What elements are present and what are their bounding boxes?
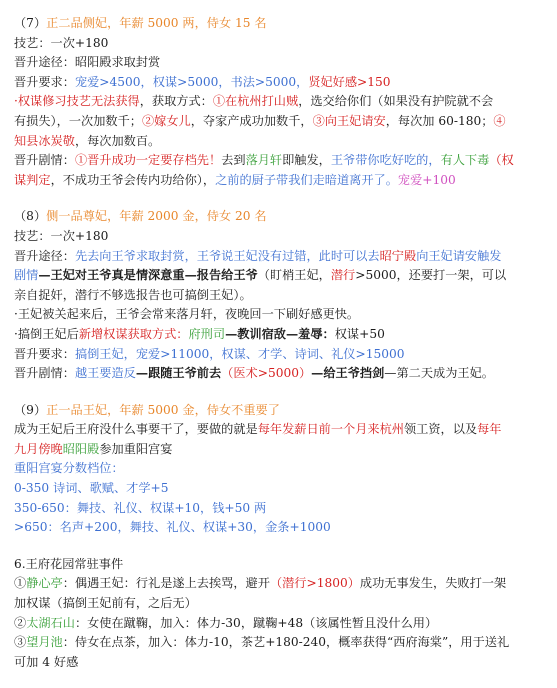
feast-tier-3: >650：名声+200，舞技、礼仪、权谋+30，金条+1000 bbox=[14, 520, 331, 535]
section-8-skill: 技艺：一次+180 bbox=[14, 228, 109, 243]
garden-event-2: ②太湖石山：女使在蹴鞠，加入：体力-30，蹴鞠+48（该属性暂且没什么用） bbox=[14, 615, 438, 630]
section-8-path-line-1: 晋升途径：先去向王爷求取封赏，王爷说王妃没有过错，此时可以去昭宁殿向王妃请安触发 bbox=[14, 248, 502, 263]
feast-tier-1: 0-350 诗词、歌赋、才学+5 bbox=[14, 481, 169, 496]
feast-tier-2: 350-650：舞技、礼仪、权谋+10，钱+50 两 bbox=[14, 500, 267, 515]
section-8-plot: 晋升剧情：越王要造反—跟随王爷前去（医术>5000）—给王爷挡剑—第二天成为王妃。 bbox=[14, 366, 494, 381]
garden-event-1-cont: 加权谋（搞倒王妃前有，之后无） bbox=[14, 596, 197, 611]
section-8-bullet-1: ·王妃被关起来后，王爷会常来落月轩，夜晚回一下刷好感更快。 bbox=[14, 307, 360, 322]
garden-event-3: ③望月池：侍女在点茶，加入：体力-10，茶艺+180-240，概率获得“西府海棠”，用于送礼 bbox=[14, 635, 510, 650]
section-9-line-2: 九月傍晚昭阳殿参加重阳宫宴 bbox=[14, 441, 173, 456]
garden-event-1: ①静心亭：偶遇王妃：行礼是遂上去挨骂，避开（潜行>1800）成功无事发生，失败打一架 bbox=[14, 576, 507, 591]
section-7-plot-line-2: 谋判定，不成功王爷会传内功给你），之前的厨子带我们走暗道离开了。宠爱+100 bbox=[14, 172, 456, 187]
section-7-plot-line-1: 晋升剧情：①晋升成功一定要存档先！去到落月轩即触发，王爷带你吃好吃的，有人下毒（权 bbox=[14, 153, 514, 168]
section-8-path-line-2: 剧情—王妃对王爷真是情深意重—报告给王爷（盯梢王妃，潜行>5000，还要打一架，可以 bbox=[14, 268, 507, 283]
section-8-title: （8）侧一品尊妃，年薪 2000 金，侍女 20 名 bbox=[14, 209, 267, 224]
section-8-requirement: 晋升要求：搞倒王妃，宠爱>11000，权谋、才学、诗词、礼仪>15000 bbox=[14, 346, 405, 361]
section-7-method-line-1: ·权谋修习技艺无法获得，获取方式：①在杭州打山贼，选交给你们（如果没有护院就不会 bbox=[14, 94, 494, 109]
section-9-line-1: 成为王妃后王府没什么事要干了，要做的就是每年发薪日前一个月来杭州领工资，以及每年 bbox=[14, 422, 502, 437]
section-8-path-line-3: 亲自捉奸，潜行不够选报告也可搞倒王妃）。 bbox=[14, 287, 252, 302]
section-7-method-line-3: 知县冰炭敬，每次加数百。 bbox=[14, 133, 161, 148]
section-7-method-line-2: 有损失），一次加数千；②嫁女儿，夺家产成功加数千，③向王妃请安，每次加 60-180；④ bbox=[14, 113, 506, 128]
section-7-requirement: 晋升要求：宠爱>4500，权谋>5000，书法>5000，贤妃好感>150 bbox=[14, 74, 391, 89]
section-7-title: （7）正二品侧妃，年薪 5000 两，侍女 15 名 bbox=[14, 16, 267, 30]
section-7-skill: 技艺：一次+180 bbox=[14, 35, 109, 50]
document-body bbox=[14, 14, 546, 672]
feast-tiers-title: 重阳宫宴分数档位： bbox=[14, 461, 124, 476]
section-8-bullet-2: ·搞倒王妃后新增权谋获取方式：府刑司—教训宿敌—羞辱：权谋+50 bbox=[14, 326, 385, 341]
garden-event-3-cont: 可加 4 好感 bbox=[14, 654, 79, 669]
section-6-title: 6.王府花园常驻事件 bbox=[14, 556, 124, 571]
section-7-path: 晋升途径：昭阳殿求取封赏 bbox=[14, 55, 161, 70]
section-9-title: （9）正一品王妃，年薪 5000 金，侍女不重要了 bbox=[14, 402, 280, 417]
